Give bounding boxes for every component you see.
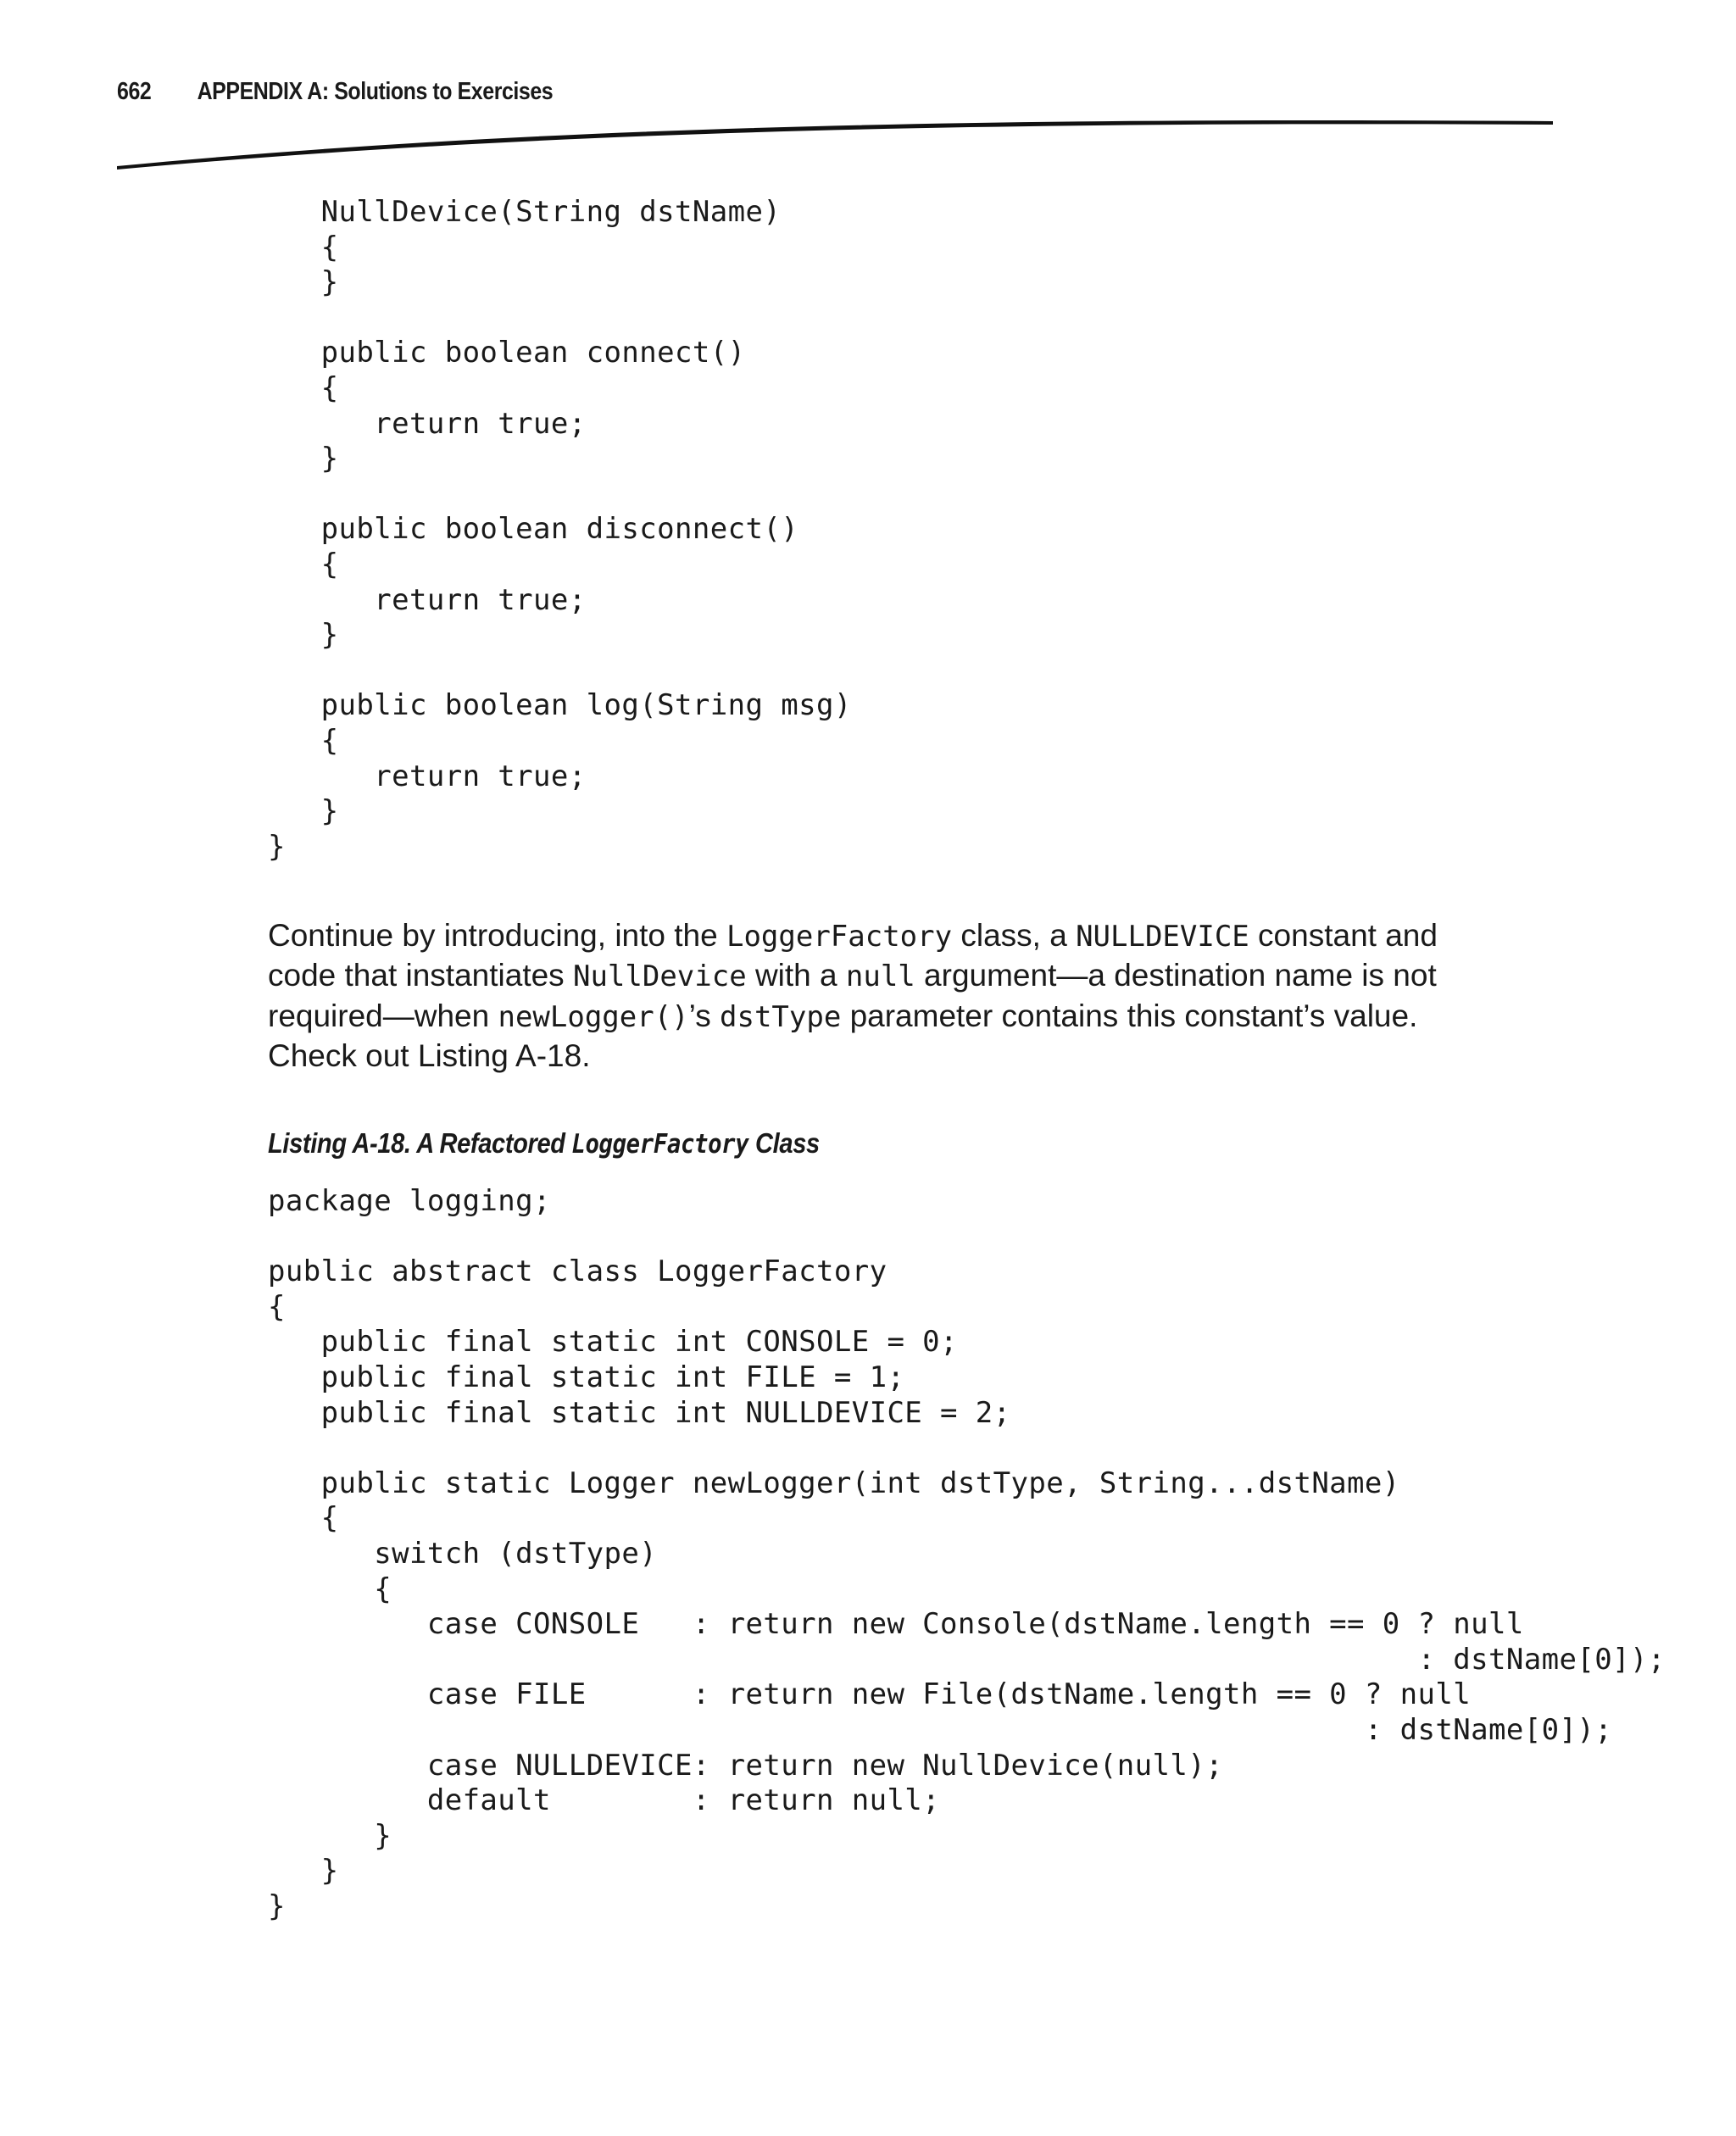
listing-caption: Listing A-18. A Refactored LoggerFactory Class [268,1127,820,1160]
code-line: { [268,370,339,405]
code-line: } [268,265,339,300]
code-line: } [268,442,339,476]
code-line: } [268,1854,339,1888]
code-line: switch (dstType) [268,1536,658,1571]
inline-code: null [845,960,915,994]
code-line: } [268,1818,392,1853]
code-line: { [268,1501,339,1536]
code-line: return true; [268,759,587,793]
code-line: public boolean connect() [268,336,746,370]
code-line: public static Logger newLogger(int dstType, String...dstName) [268,1466,1400,1500]
code-line: } [268,794,339,829]
code-listing-a18 [268,1184,1666,1924]
code-line: return true; [268,582,587,617]
code-line: case FILE : return new File(dstName.length == 0 ? null [268,1677,1472,1712]
code-line: } [268,618,339,653]
code-line: case CONSOLE : return new Console(dstName.length == 0 ? null [268,1607,1524,1642]
inline-code: LoggerFactory [571,1129,749,1160]
code-line: NullDevice(String dstName) [268,195,782,229]
inline-code: LoggerFactory [726,920,953,954]
code-line: default : return null; [268,1783,941,1818]
code-line: package logging; [268,1184,551,1218]
inline-code: NULLDEVICE [1076,920,1249,954]
page-number: 662 [117,78,152,105]
code-line: return true; [268,406,587,441]
chapter-title: APPENDIX A: Solutions to Exercises [197,78,554,105]
code-line: public final static int FILE = 1; [268,1360,905,1394]
code-line: public abstract class LoggerFactory [268,1254,887,1289]
code-line: } [268,829,286,864]
body-paragraph: Continue by introducing, into the LoggerFactory class, a NULLDEVICE constant and code that instantiates NullDevice with a null argument—a destination name is not required—when newLogger()’s dstType parameter contains this constant’s value. Check out Listing A-18. [268,918,1438,1074]
code-line: : dstName[0]); [268,1712,1613,1747]
code-line: { [268,547,339,581]
inline-code: dstType [720,999,842,1034]
code-line: : dstName[0]); [268,1642,1666,1677]
code-block-nulldevice [268,195,852,865]
code-line: public final static int CONSOLE = 0; [268,1325,958,1360]
code-line: } [268,1888,286,1923]
code-line: { [268,1289,286,1324]
code-line: { [268,230,339,264]
inline-code: NullDevice [572,960,747,994]
code-line: case NULLDEVICE: return new NullDevice(null); [268,1748,1223,1783]
code-line: public final static int NULLDEVICE = 2; [268,1395,1011,1430]
code-line: public boolean log(String msg) [268,688,852,723]
code-line: public boolean disconnect() [268,512,799,547]
code-line: { [268,723,339,758]
code-line: { [268,1571,392,1606]
header-rule [0,0,1736,186]
inline-code: newLogger() [498,999,689,1034]
